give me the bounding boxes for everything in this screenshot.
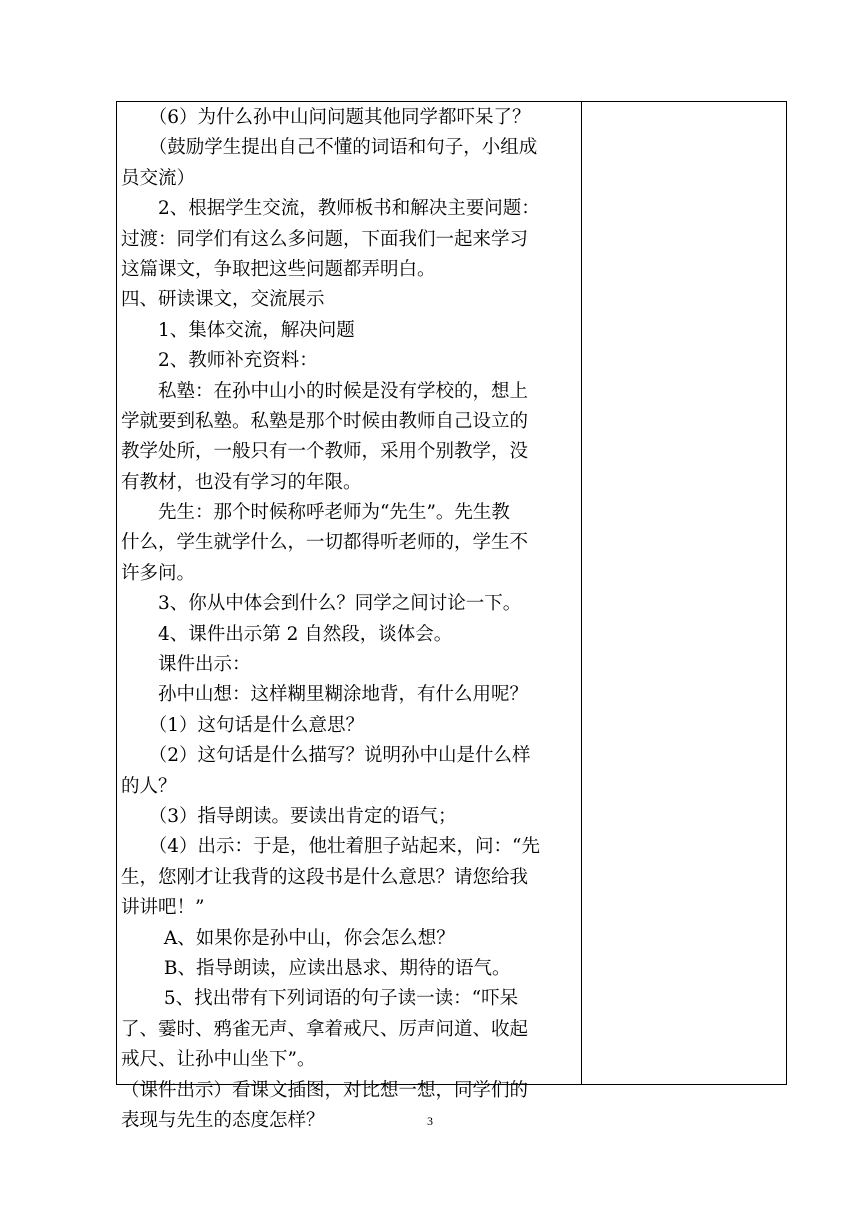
notes-cell: [582, 102, 786, 1084]
text-line: 孙中山想：这样糊里糊涂地背，有什么用呢？: [121, 684, 529, 706]
page-number: 3: [427, 1114, 433, 1128]
text-line: 4、课件出示第 2 自然段，谈体会。: [121, 623, 453, 645]
text-line: 许多问。: [121, 562, 196, 584]
text-line: （3）指导朗读。要读出肯定的语气；: [121, 805, 457, 827]
text-line: 2、教师补充资料：: [121, 350, 318, 372]
text-line: 什么，学生就学什么，一切都得听老师的，学生不: [121, 532, 529, 554]
text-line: 5、找出带有下列词语的句子读一读：“吓呆: [121, 988, 519, 1010]
text-line: （4）出示：于是，他壮着胆子站起来，问：“先: [121, 836, 540, 858]
text-line: 讲讲吧！”: [121, 897, 205, 919]
text-line: 学就要到私塾。私塾是那个时候由教师自己设立的: [121, 410, 529, 432]
text-line: 生，您刚才让我背的这段书是什么意思？请您给我: [121, 866, 529, 888]
text-line: 私塾：在孙中山小的时候是没有学校的，想上: [121, 380, 529, 402]
text-line: 员交流）: [121, 167, 196, 189]
text-line: 教学处所，一般只有一个教师，采用个别教学，没: [121, 441, 529, 463]
lesson-content-cell: [117, 102, 582, 1131]
text-line: 3、你从中体会到什么？同学之间讨论一下。: [121, 593, 522, 615]
text-line: 先生：那个时候称呼老师为“先生”。先生教: [121, 502, 510, 524]
lesson-table: [116, 101, 787, 1131]
text-line: B、指导朗读，应读出恳求、期待的语气。: [121, 957, 511, 979]
text-line: 四、研读课文，交流展示: [121, 289, 325, 311]
text-line: 的人？: [121, 775, 177, 797]
text-line: 2、根据学生交流，教师板书和解决主要问题：: [121, 198, 540, 220]
text-line: 了、霎时、鸦雀无声、拿着戒尺、厉声问道、收起: [121, 1018, 529, 1040]
text-line: 过渡：同学们有这么多问题，下面我们一起来学习: [121, 228, 529, 250]
text-line: 这篇课文，争取把这些问题都弄明白。: [121, 258, 436, 280]
text-line: 戒尺、让孙中山坐下”。: [121, 1049, 316, 1071]
text-line: （鼓励学生提出自己不懂的词语和句子，小组成: [121, 137, 538, 159]
text-line: 1、集体交流，解决问题: [121, 319, 355, 341]
text-line: （6）为什么孙中山问问题其他同学都吓呆了？: [121, 107, 531, 128]
text-line: 有教材，也没有学习的年限。: [121, 471, 362, 493]
text-line: A、如果你是孙中山，你会怎么想？: [121, 927, 455, 949]
text-line: （2）这句话是什么描写？说明孙中山是什么样: [121, 745, 531, 767]
text-line: （课件出示）看课文插图，对比想一想，同学们的: [121, 1079, 529, 1101]
text-line: 表现与先生的态度怎样？: [121, 1109, 325, 1131]
text-line: 课件出示：: [121, 654, 251, 676]
text-line: （1）这句话是什么意思？: [121, 714, 365, 736]
